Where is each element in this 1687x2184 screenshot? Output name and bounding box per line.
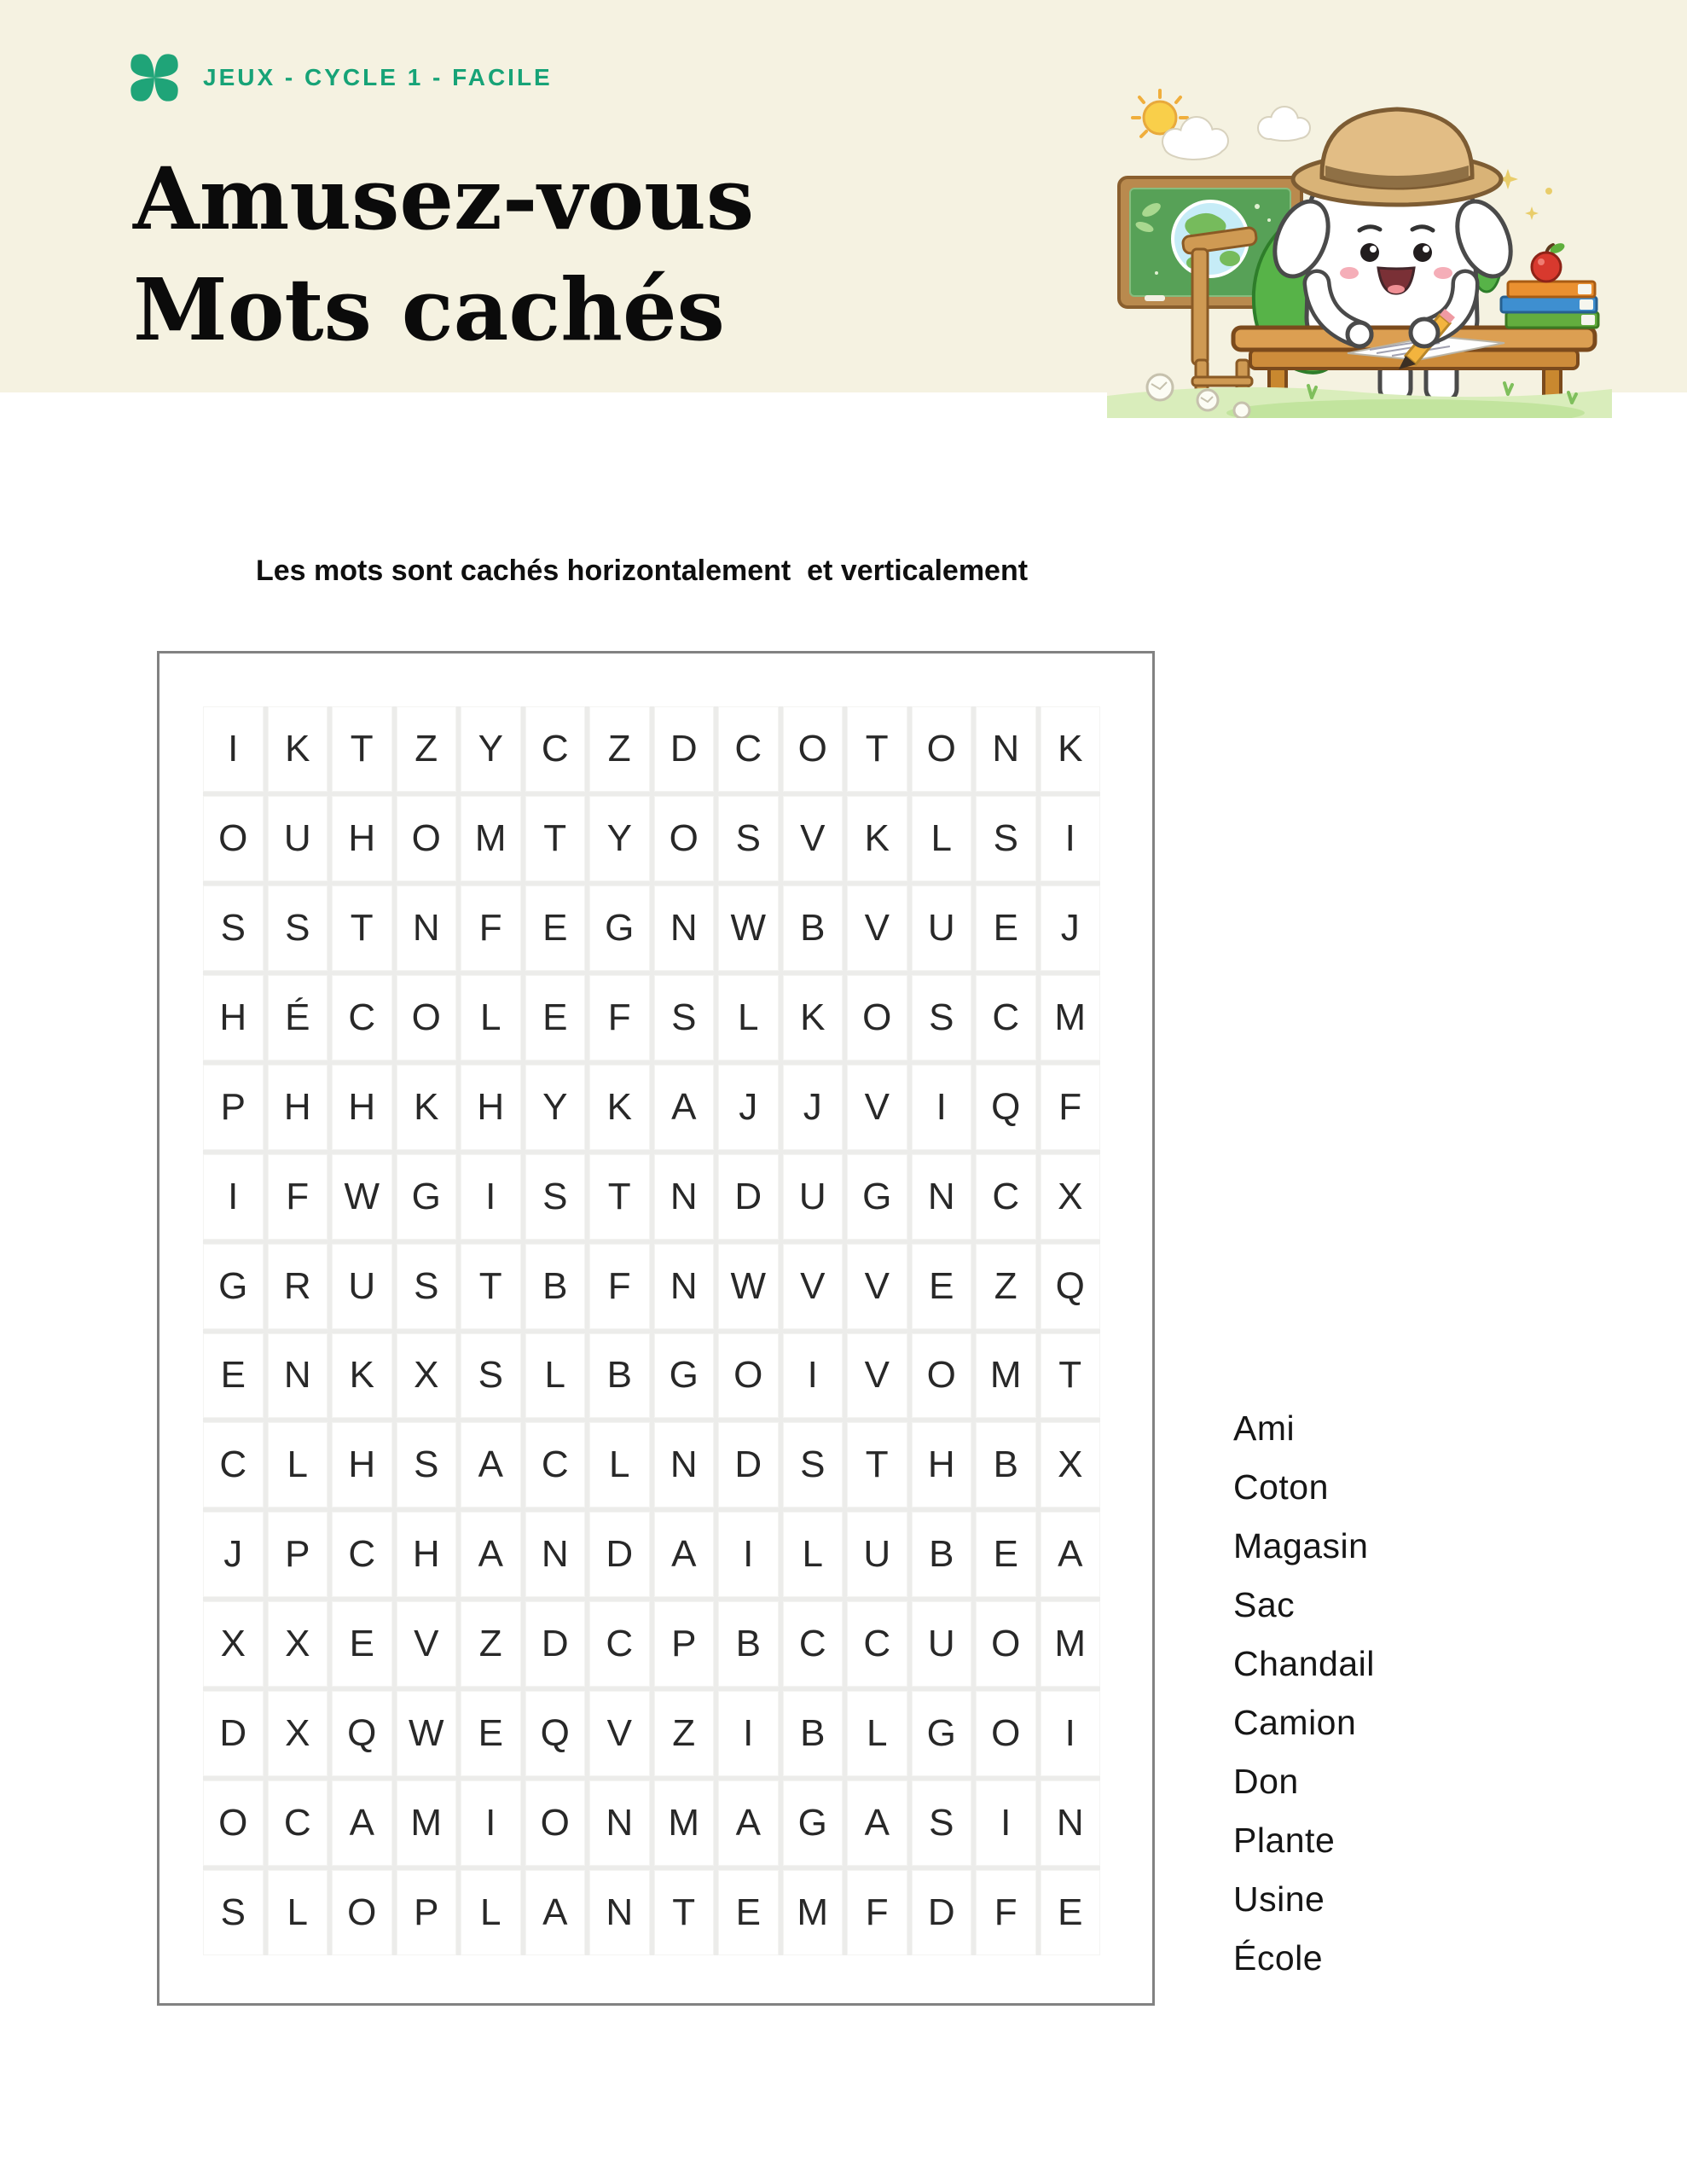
grid-cell: E <box>1041 1870 1101 1955</box>
grid-cell: N <box>589 1780 650 1866</box>
grid-cell: C <box>783 1601 844 1687</box>
grid-cell: T <box>847 1422 907 1507</box>
grid-cell: E <box>912 1244 972 1329</box>
mascot-illustration <box>1107 78 1612 418</box>
grid-cell: A <box>332 1780 392 1866</box>
grid-cell: O <box>332 1870 392 1955</box>
grid-cell: U <box>912 1601 972 1687</box>
grid-cell: I <box>461 1154 521 1240</box>
grid-cell: R <box>268 1244 328 1329</box>
grid-cell: V <box>847 1065 907 1150</box>
grid-cell: N <box>654 1422 715 1507</box>
grid-cell: Y <box>461 706 521 792</box>
grid-cell: B <box>783 886 844 971</box>
grid-cell: O <box>847 975 907 1060</box>
grid-cell: C <box>718 706 779 792</box>
grid-cell: S <box>912 1780 972 1866</box>
grid-cell: S <box>912 975 972 1060</box>
grid-cell: N <box>525 1512 586 1597</box>
grid-cell: K <box>847 796 907 881</box>
grid-cell: T <box>461 1244 521 1329</box>
grid-cell: G <box>203 1244 264 1329</box>
grid-cell: C <box>976 975 1036 1060</box>
word-list-item: Sac <box>1233 1585 1296 1624</box>
grid-cell: E <box>525 886 586 971</box>
grid-cell: T <box>654 1870 715 1955</box>
grid-cell: I <box>461 1780 521 1866</box>
grid-cell: Y <box>525 1065 586 1150</box>
grid-cell: O <box>912 706 972 792</box>
grid-cell: Q <box>976 1065 1036 1150</box>
grid-cell: Z <box>976 1244 1036 1329</box>
grid-cell: H <box>397 1512 457 1597</box>
grid-cell: X <box>268 1691 328 1776</box>
grid-cell: F <box>589 1244 650 1329</box>
grid-cell: H <box>912 1422 972 1507</box>
grid-cell: F <box>461 886 521 971</box>
word-list-item: École <box>1233 1938 1324 1978</box>
grid-cell: T <box>589 1154 650 1240</box>
grid-cell: T <box>332 886 392 971</box>
grid-cell: E <box>332 1601 392 1687</box>
grid-cell: D <box>718 1422 779 1507</box>
grid-cell: I <box>203 706 264 792</box>
word-list-item: Usine <box>1233 1879 1325 1919</box>
grid-cell: N <box>654 1244 715 1329</box>
grid-cell: É <box>268 975 328 1060</box>
grid-cell: K <box>589 1065 650 1150</box>
grid-cell: L <box>525 1333 586 1419</box>
grid-cell: I <box>783 1333 844 1419</box>
grid-cell: A <box>718 1780 779 1866</box>
grid-cell: A <box>847 1780 907 1866</box>
grid-cell: W <box>332 1154 392 1240</box>
grid-cell: N <box>654 886 715 971</box>
grid-cell: W <box>718 886 779 971</box>
grid-cell: N <box>654 1154 715 1240</box>
grid-cell: Z <box>654 1691 715 1776</box>
grid-cell: E <box>976 886 1036 971</box>
grid-cell: L <box>718 975 779 1060</box>
grid-cell: M <box>1041 975 1101 1060</box>
grid-cell: X <box>397 1333 457 1419</box>
grid-cell: E <box>525 975 586 1060</box>
grid-cell: O <box>654 796 715 881</box>
page-title-line2: Mots cachés <box>133 259 725 360</box>
grid-cell: O <box>525 1780 586 1866</box>
grid-cell: F <box>976 1870 1036 1955</box>
grid-cell: U <box>847 1512 907 1597</box>
grid-cell: A <box>1041 1512 1101 1597</box>
grid-cell: F <box>1041 1065 1101 1150</box>
grid-cell: U <box>332 1244 392 1329</box>
word-list-item: Don <box>1233 1762 1299 1801</box>
grid-cell: B <box>976 1422 1036 1507</box>
grid-cell: C <box>332 975 392 1060</box>
grid-cell: N <box>268 1333 328 1419</box>
grid-cell: D <box>654 706 715 792</box>
grid-cell: C <box>589 1601 650 1687</box>
grid-cell: O <box>397 796 457 881</box>
grid-cell: A <box>525 1870 586 1955</box>
grid-cell: Z <box>397 706 457 792</box>
grid-cell: S <box>525 1154 586 1240</box>
grid-cell: P <box>268 1512 328 1597</box>
grid-cell: H <box>332 1422 392 1507</box>
grid-cell: S <box>718 796 779 881</box>
grid-cell: S <box>203 886 264 971</box>
grid-cell: G <box>654 1333 715 1419</box>
clover-icon <box>128 51 181 104</box>
grid-cell: G <box>783 1780 844 1866</box>
grid-cell: H <box>332 1065 392 1150</box>
grid-cell: N <box>397 886 457 971</box>
grid-cell: H <box>268 1065 328 1150</box>
grid-cell: S <box>976 796 1036 881</box>
grid-cell: V <box>783 796 844 881</box>
grid-cell: L <box>912 796 972 881</box>
grid-cell: X <box>203 1601 264 1687</box>
grid-cell: D <box>525 1601 586 1687</box>
grid-cell: P <box>397 1870 457 1955</box>
grid-cell: K <box>783 975 844 1060</box>
grid-cell: Z <box>461 1601 521 1687</box>
grid-cell: J <box>783 1065 844 1150</box>
grid-cell: M <box>397 1780 457 1866</box>
grid-cell: B <box>912 1512 972 1597</box>
grid-cell: O <box>203 1780 264 1866</box>
grid-cell: B <box>589 1333 650 1419</box>
grid-cell: X <box>1041 1422 1101 1507</box>
grid-cell: H <box>461 1065 521 1150</box>
grid-cell: O <box>976 1601 1036 1687</box>
grid-cell: O <box>783 706 844 792</box>
grid-cell: N <box>1041 1780 1101 1866</box>
grid-cell: T <box>847 706 907 792</box>
grid-cell: C <box>976 1154 1036 1240</box>
grid-cell: L <box>461 975 521 1060</box>
grid-cell: Y <box>589 796 650 881</box>
grid-cell: E <box>718 1870 779 1955</box>
grid-cell: I <box>976 1780 1036 1866</box>
grid-cell: K <box>268 706 328 792</box>
grid-cell: T <box>525 796 586 881</box>
grid-cell: K <box>1041 706 1101 792</box>
grid-cell: T <box>1041 1333 1101 1419</box>
grid-cell: I <box>912 1065 972 1150</box>
grid-cell: P <box>203 1065 264 1150</box>
grid-cell: A <box>654 1065 715 1150</box>
grid-cell: L <box>783 1512 844 1597</box>
grid-cell: S <box>203 1870 264 1955</box>
grid-cell: S <box>783 1422 844 1507</box>
grid-cell: B <box>718 1601 779 1687</box>
word-grid <box>203 706 1100 1955</box>
word-list-item: Chandail <box>1233 1644 1375 1683</box>
grid-cell: F <box>847 1870 907 1955</box>
grid-cell: V <box>783 1244 844 1329</box>
grid-cell: L <box>589 1422 650 1507</box>
grid-cell: I <box>1041 796 1101 881</box>
grid-cell: D <box>203 1691 264 1776</box>
header <box>128 51 553 104</box>
word-list-item: Ami <box>1233 1409 1296 1448</box>
grid-cell: Q <box>1041 1244 1101 1329</box>
grid-cell: T <box>332 706 392 792</box>
grid-cell: N <box>589 1870 650 1955</box>
word-list-item: Coton <box>1233 1467 1329 1507</box>
grid-cell: J <box>1041 886 1101 971</box>
grid-cell: X <box>268 1601 328 1687</box>
grid-cell: G <box>847 1154 907 1240</box>
grid-cell: J <box>203 1512 264 1597</box>
grid-cell: N <box>976 706 1036 792</box>
grid-cell: F <box>589 975 650 1060</box>
grid-cell: L <box>847 1691 907 1776</box>
grid-cell: J <box>718 1065 779 1150</box>
grid-cell: U <box>912 886 972 971</box>
grid-cell: H <box>203 975 264 1060</box>
grid-cell: E <box>976 1512 1036 1597</box>
grid-cell: I <box>718 1691 779 1776</box>
grid-cell: M <box>783 1870 844 1955</box>
grid-cell: A <box>654 1512 715 1597</box>
grid-cell: I <box>203 1154 264 1240</box>
grid-cell: D <box>718 1154 779 1240</box>
word-list-item: Plante <box>1233 1821 1336 1860</box>
grid-cell: C <box>332 1512 392 1597</box>
grid-cell: I <box>1041 1691 1101 1776</box>
grid-cell: O <box>976 1691 1036 1776</box>
grid-cell: U <box>783 1154 844 1240</box>
grid-cell: U <box>268 796 328 881</box>
grid-cell: S <box>654 975 715 1060</box>
grid-cell: C <box>847 1601 907 1687</box>
grid-cell: S <box>397 1244 457 1329</box>
grid-cell: A <box>461 1512 521 1597</box>
grid-cell: C <box>525 706 586 792</box>
grid-cell: S <box>397 1422 457 1507</box>
grid-cell: C <box>268 1780 328 1866</box>
grid-cell: N <box>912 1154 972 1240</box>
grid-cell: K <box>397 1065 457 1150</box>
grid-cell: M <box>654 1780 715 1866</box>
grid-cell: L <box>268 1870 328 1955</box>
grid-cell: E <box>203 1333 264 1419</box>
grid-cell: Q <box>332 1691 392 1776</box>
grid-cell: W <box>397 1691 457 1776</box>
grid-cell: S <box>461 1333 521 1419</box>
grid-cell: X <box>1041 1154 1101 1240</box>
word-list-item: Magasin <box>1233 1526 1369 1565</box>
kicker-label: JEUX - CYCLE 1 - FACILE <box>203 64 553 90</box>
grid-cell: M <box>461 796 521 881</box>
grid-cell: B <box>525 1244 586 1329</box>
grid-cell: V <box>397 1601 457 1687</box>
grid-cell: I <box>718 1512 779 1597</box>
grid-cell: B <box>783 1691 844 1776</box>
grid-cell: H <box>332 796 392 881</box>
grid-cell: D <box>589 1512 650 1597</box>
grid-cell: O <box>718 1333 779 1419</box>
grid-cell: D <box>912 1870 972 1955</box>
word-list-item: Camion <box>1233 1703 1357 1742</box>
grid-cell: V <box>847 886 907 971</box>
grid-cell: E <box>461 1691 521 1776</box>
grid-cell: M <box>1041 1601 1101 1687</box>
grid-cell: Q <box>525 1691 586 1776</box>
grid-cell: F <box>268 1154 328 1240</box>
grid-cell: C <box>203 1422 264 1507</box>
page-title-line1: Amusez-vous <box>133 148 755 249</box>
grid-cell: A <box>461 1422 521 1507</box>
grid-cell: C <box>525 1422 586 1507</box>
grid-cell: M <box>976 1333 1036 1419</box>
grid-cell: G <box>397 1154 457 1240</box>
page-title <box>133 143 754 365</box>
grid-cell: G <box>589 886 650 971</box>
grid-cell: L <box>461 1870 521 1955</box>
grid-cell: W <box>718 1244 779 1329</box>
grid-cell: K <box>332 1333 392 1419</box>
grid-cell: L <box>268 1422 328 1507</box>
instructions-text: Les mots sont cachés horizontalement et verticalement <box>256 555 1029 587</box>
grid-cell: V <box>589 1691 650 1776</box>
grid-cell: O <box>912 1333 972 1419</box>
grid-cell: O <box>203 796 264 881</box>
grid-cell: G <box>912 1691 972 1776</box>
word-list <box>1233 1399 1375 1988</box>
grid-cell: V <box>847 1244 907 1329</box>
grid-cell: S <box>268 886 328 971</box>
grid-cell: Z <box>589 706 650 792</box>
grid-cell: P <box>654 1601 715 1687</box>
grid-cell: O <box>397 975 457 1060</box>
grid-cell: V <box>847 1333 907 1419</box>
